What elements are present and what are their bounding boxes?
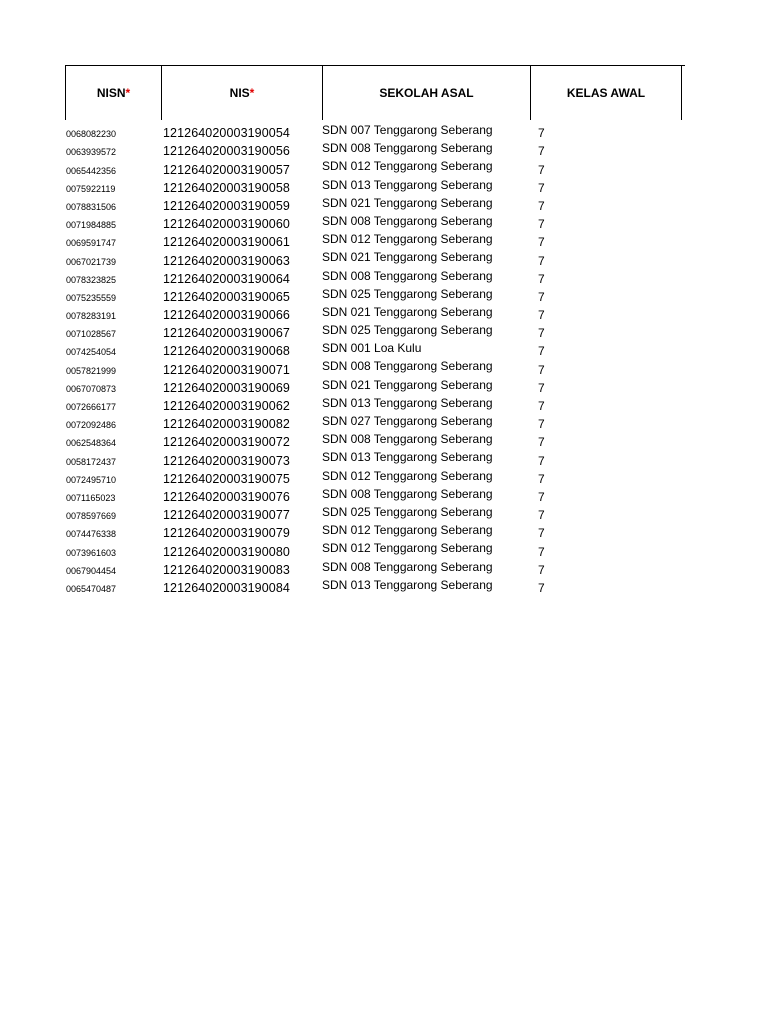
cell-sekolah-asal: SDN 025 Tenggarong Seberang xyxy=(322,504,493,519)
table-row xyxy=(65,540,685,558)
cell-sekolah-asal: SDN 021 Tenggarong Seberang xyxy=(322,304,493,319)
cell-nis: 121264020003190059 xyxy=(163,198,290,213)
cell-kelas-awal: 7 xyxy=(538,544,545,559)
cell-nisn: 0067021739 xyxy=(66,256,117,267)
cell-nis: 121264020003190065 xyxy=(163,289,290,304)
table-row xyxy=(65,249,685,267)
cell-nis: 121264020003190060 xyxy=(163,217,290,232)
table-row xyxy=(65,122,685,140)
cell-nis: 121264020003190064 xyxy=(163,271,290,286)
cell-kelas-awal: 7 xyxy=(538,399,545,413)
cell-sekolah-asal: SDN 013 Tenggarong Seberang xyxy=(322,395,493,410)
cell-sekolah-asal: SDN 021 Tenggarong Seberang xyxy=(322,195,493,210)
table-row xyxy=(65,559,685,577)
cell-kelas-awal: 7 xyxy=(538,580,545,595)
cell-sekolah-asal: SDN 021 Tenggarong Seberang xyxy=(322,377,493,392)
cell-nis: 121264020003190063 xyxy=(163,253,290,268)
cell-nisn: 0071984885 xyxy=(66,220,117,231)
table-row xyxy=(65,358,685,376)
table-row xyxy=(65,431,685,449)
header-nisn-label: NISN xyxy=(96,86,126,100)
header-nis xyxy=(161,66,322,120)
cell-nis: 121264020003190073 xyxy=(163,453,290,468)
cell-nisn: 0075235559 xyxy=(66,292,117,303)
cell-nis: 121264020003190072 xyxy=(163,435,290,450)
header-kelas-awal xyxy=(530,66,682,120)
cell-kelas-awal: 7 xyxy=(538,180,545,195)
table-body xyxy=(65,122,685,595)
cell-nis: 121264020003190066 xyxy=(163,308,290,323)
table-row xyxy=(65,377,685,395)
cell-nisn: 0062548364 xyxy=(66,438,117,449)
cell-kelas-awal: 7 xyxy=(538,217,545,232)
cell-nisn: 0078597669 xyxy=(66,511,117,522)
cell-kelas-awal: 7 xyxy=(538,362,545,377)
table-header xyxy=(65,65,685,120)
table-row xyxy=(65,213,685,231)
cell-sekolah-asal: SDN 008 Tenggarong Seberang xyxy=(322,268,493,283)
cell-kelas-awal: 7 xyxy=(538,417,545,432)
table-row xyxy=(65,486,685,504)
cell-sekolah-asal: SDN 027 Tenggarong Seberang xyxy=(322,414,493,428)
cell-sekolah-asal: SDN 013 Tenggarong Seberang xyxy=(322,177,493,192)
cell-sekolah-asal: SDN 008 Tenggarong Seberang xyxy=(322,213,493,228)
cell-nisn: 0067904454 xyxy=(66,565,117,576)
cell-nisn: 0073961603 xyxy=(66,547,117,558)
header-nisn xyxy=(65,66,161,120)
cell-nis: 121264020003190057 xyxy=(163,162,290,177)
cell-sekolah-asal: SDN 025 Tenggarong Seberang xyxy=(322,323,493,338)
cell-nisn: 0069591747 xyxy=(66,238,117,249)
table-row xyxy=(65,286,685,304)
header-kelas-awal-label: KELAS AWAL xyxy=(566,86,646,100)
cell-nisn: 0078323825 xyxy=(66,274,117,285)
table-row xyxy=(65,177,685,195)
cell-sekolah-asal: SDN 008 Tenggarong Seberang xyxy=(322,141,493,156)
header-sekolah-asal xyxy=(322,66,530,120)
table-row xyxy=(65,413,685,431)
cell-sekolah-asal: SDN 007 Tenggarong Seberang xyxy=(322,123,493,137)
cell-sekolah-asal: SDN 012 Tenggarong Seberang xyxy=(322,523,493,538)
cell-nis: 121264020003190076 xyxy=(163,489,290,504)
cell-nisn: 0057821999 xyxy=(66,365,117,376)
cell-nisn: 0074476338 xyxy=(66,529,117,540)
cell-sekolah-asal: SDN 001 Loa Kulu xyxy=(322,341,422,356)
cell-kelas-awal: 7 xyxy=(538,526,545,541)
cell-kelas-awal: 7 xyxy=(538,144,545,159)
cell-sekolah-asal: SDN 021 Tenggarong Seberang xyxy=(322,250,493,265)
cell-nis: 121264020003190054 xyxy=(163,126,290,141)
cell-kelas-awal: 7 xyxy=(538,235,545,250)
cell-kelas-awal: 7 xyxy=(538,344,545,359)
cell-nis: 121264020003190069 xyxy=(163,380,290,395)
table-row xyxy=(65,140,685,158)
cell-nis: 121264020003190062 xyxy=(163,399,290,413)
table-row xyxy=(65,158,685,176)
student-table xyxy=(65,65,685,595)
cell-nis: 121264020003190084 xyxy=(163,580,290,595)
cell-nisn: 0072092486 xyxy=(66,420,117,431)
cell-nisn: 0071028567 xyxy=(66,329,117,340)
table-row xyxy=(65,395,685,413)
table-row xyxy=(65,268,685,286)
cell-kelas-awal: 7 xyxy=(538,271,545,286)
cell-nisn: 0058172437 xyxy=(66,456,117,467)
cell-nisn: 0075922119 xyxy=(66,183,116,194)
cell-kelas-awal: 7 xyxy=(538,489,545,504)
cell-sekolah-asal: SDN 008 Tenggarong Seberang xyxy=(322,359,493,374)
table-row xyxy=(65,577,685,595)
cell-kelas-awal: 7 xyxy=(538,562,545,577)
cell-kelas-awal: 7 xyxy=(538,253,545,268)
cell-nis: 121264020003190056 xyxy=(163,144,290,159)
cell-sekolah-asal: SDN 012 Tenggarong Seberang xyxy=(322,159,493,174)
required-mark: * xyxy=(249,86,255,100)
cell-nis: 121264020003190071 xyxy=(163,362,290,377)
cell-nisn: 0072666177 xyxy=(66,402,117,412)
cell-kelas-awal: 7 xyxy=(538,471,545,486)
cell-kelas-awal: 7 xyxy=(538,308,545,323)
table-row xyxy=(65,304,685,322)
cell-kelas-awal: 7 xyxy=(538,453,545,468)
cell-nisn: 0072495710 xyxy=(66,474,117,485)
cell-sekolah-asal: SDN 012 Tenggarong Seberang xyxy=(322,468,493,483)
cell-sekolah-asal: SDN 008 Tenggarong Seberang xyxy=(322,559,493,574)
cell-nis: 121264020003190080 xyxy=(163,544,290,559)
cell-nisn: 0065442356 xyxy=(66,165,117,176)
cell-nis: 121264020003190083 xyxy=(163,562,290,577)
table-row xyxy=(65,322,685,340)
required-mark: * xyxy=(125,86,131,100)
cell-sekolah-asal: SDN 025 Tenggarong Seberang xyxy=(322,286,493,301)
cell-sekolah-asal: SDN 008 Tenggarong Seberang xyxy=(322,486,493,501)
cell-kelas-awal: 7 xyxy=(538,326,545,341)
cell-kelas-awal: 7 xyxy=(538,162,545,177)
cell-kelas-awal: 7 xyxy=(538,508,545,523)
cell-nis: 121264020003190061 xyxy=(163,235,290,250)
cell-sekolah-asal: SDN 013 Tenggarong Seberang xyxy=(322,577,493,592)
cell-kelas-awal: 7 xyxy=(538,435,545,450)
cell-sekolah-asal: SDN 008 Tenggarong Seberang xyxy=(322,432,493,447)
table-row xyxy=(65,449,685,467)
cell-kelas-awal: 7 xyxy=(538,380,545,395)
cell-nisn: 0078283191 xyxy=(66,311,117,322)
cell-nisn: 0067070873 xyxy=(66,383,117,394)
cell-sekolah-asal: SDN 013 Tenggarong Seberang xyxy=(322,450,493,465)
cell-sekolah-asal: SDN 012 Tenggarong Seberang xyxy=(322,541,493,556)
cell-nisn: 0068082230 xyxy=(66,129,117,140)
cell-nis: 121264020003190077 xyxy=(163,508,290,523)
cell-nisn: 0063939572 xyxy=(66,147,117,158)
table-row xyxy=(65,504,685,522)
table-row xyxy=(65,522,685,540)
cell-nisn: 0078831506 xyxy=(66,201,117,212)
cell-kelas-awal: 7 xyxy=(538,289,545,304)
cell-nisn: 0071165023 xyxy=(66,492,116,503)
cell-nis: 121264020003190067 xyxy=(163,326,290,341)
cell-nis: 121264020003190075 xyxy=(163,471,290,486)
cell-nisn: 0065470487 xyxy=(66,583,117,594)
cell-nis: 121264020003190068 xyxy=(163,344,290,359)
table-row xyxy=(65,195,685,213)
cell-nis: 121264020003190058 xyxy=(163,180,290,195)
table-row xyxy=(65,468,685,486)
cell-nis: 121264020003190082 xyxy=(163,417,290,432)
cell-sekolah-asal: SDN 012 Tenggarong Seberang xyxy=(322,232,493,247)
header-sekolah-asal-label: SEKOLAH ASAL xyxy=(379,86,474,100)
cell-kelas-awal: 7 xyxy=(538,198,545,213)
cell-nisn: 0074254054 xyxy=(66,347,117,358)
cell-nis: 121264020003190079 xyxy=(163,526,290,541)
cell-kelas-awal: 7 xyxy=(538,126,545,141)
table-row xyxy=(65,340,685,358)
header-nis-label: NIS xyxy=(229,86,250,100)
table-row xyxy=(65,231,685,249)
